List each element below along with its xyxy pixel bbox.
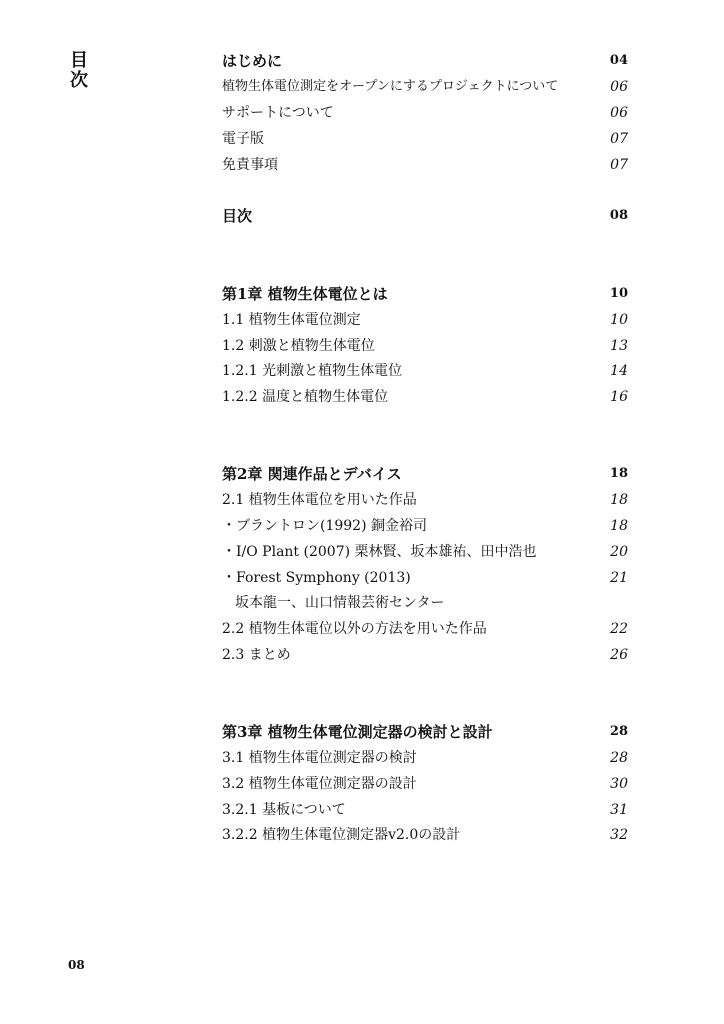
toc-item[interactable] xyxy=(222,489,628,511)
toc-page: 28 xyxy=(609,724,628,739)
toc-item[interactable] xyxy=(222,205,628,227)
toc-label: 1.2.1 光刺激と植物生体電位 xyxy=(222,363,403,379)
toc-item[interactable] xyxy=(222,618,628,640)
toc-item[interactable] xyxy=(222,541,628,563)
toc-item[interactable] xyxy=(222,644,628,666)
toc-item[interactable] xyxy=(222,386,628,408)
toc-label: 3.1 植物生体電位測定器の検討 xyxy=(222,750,417,766)
toc-label: 1.1 植物生体電位測定 xyxy=(222,312,361,328)
toc-page: 30 xyxy=(610,776,628,792)
toc-page: 14 xyxy=(610,363,628,379)
toc-label: 2.2 植物生体電位以外の方法を用いた作品 xyxy=(222,621,487,637)
toc-label: サポートについて xyxy=(222,105,334,121)
toc-label: 2.1 植物生体電位を用いた作品 xyxy=(222,492,417,508)
page-number: 08 xyxy=(68,958,85,972)
toc-item[interactable] xyxy=(222,128,628,150)
toc-item[interactable] xyxy=(222,592,628,614)
toc-page: 07 xyxy=(610,131,628,147)
toc-item[interactable] xyxy=(222,283,628,305)
toc-page: 18 xyxy=(610,492,628,508)
toc-item[interactable] xyxy=(222,360,628,382)
toc-label: 3.2 植物生体電位測定器の設計 xyxy=(222,776,417,792)
toc-page: 16 xyxy=(610,389,628,405)
toc-item[interactable] xyxy=(222,515,628,537)
toc-item[interactable] xyxy=(222,747,628,769)
toc-item[interactable] xyxy=(222,799,628,821)
toc-page: 32 xyxy=(610,827,628,843)
toc-page: 31 xyxy=(610,802,628,818)
toc-label: 第2章 関連作品とデバイス xyxy=(222,465,402,483)
toc-page: 07 xyxy=(610,157,628,173)
toc-item[interactable] xyxy=(222,309,628,331)
toc-item[interactable] xyxy=(222,463,628,485)
toc-page: 13 xyxy=(610,338,628,354)
toc-page: 08 xyxy=(609,208,628,223)
toc-label: 第1章 植物生体電位とは xyxy=(222,285,388,303)
toc-page: 22 xyxy=(610,621,628,637)
toc-page: 18 xyxy=(610,518,628,534)
toc-page: 28 xyxy=(610,750,628,766)
toc-label: 2.3 まとめ xyxy=(222,647,291,663)
toc-label: ・ブラントロン(1992) 銅金裕司 xyxy=(222,518,428,534)
toc-page: 06 xyxy=(610,105,628,121)
toc-label: 1.2 刺激と植物生体電位 xyxy=(222,338,375,354)
toc-label: 電子版 xyxy=(222,131,264,147)
page-title: 目次 xyxy=(67,50,88,90)
toc-page: 04 xyxy=(609,53,628,68)
toc-label: 1.2.2 温度と植物生体電位 xyxy=(222,389,389,405)
toc-page: 06 xyxy=(610,79,628,95)
toc-label: 目次 xyxy=(222,207,253,225)
toc-item[interactable] xyxy=(222,50,628,72)
toc-page: 26 xyxy=(610,647,628,663)
toc-page: 20 xyxy=(610,544,628,560)
toc-item[interactable] xyxy=(222,721,628,743)
toc-label: 3.2.2 植物生体電位測定器v2.0の設計 xyxy=(222,827,461,843)
toc-label: ・I/O Plant (2007) 栗林賢、坂本雄祐、田中浩也 xyxy=(222,544,537,560)
toc-item[interactable] xyxy=(222,76,628,98)
toc-label: 免責事項 xyxy=(222,157,278,173)
toc-label: 植物生体電位測定をオープンにするプロジェクトについて xyxy=(222,79,559,94)
toc-label: 第3章 植物生体電位測定器の検討と設計 xyxy=(222,723,493,741)
toc-page: 10 xyxy=(609,286,628,301)
toc-page: 18 xyxy=(609,466,628,481)
toc-label: ・Forest Symphony (2013) xyxy=(222,570,411,586)
toc-item[interactable] xyxy=(222,154,628,176)
toc-label: 坂本龍一、山口情報芸術センター xyxy=(235,595,445,611)
table-of-contents xyxy=(222,0,628,1024)
toc-label: 3.2.1 基板について xyxy=(222,802,346,818)
toc-item[interactable] xyxy=(222,102,628,124)
toc-label: はじめに xyxy=(222,52,283,70)
toc-item[interactable] xyxy=(222,335,628,357)
toc-item[interactable] xyxy=(222,567,628,589)
toc-page: 10 xyxy=(610,312,628,328)
toc-item[interactable] xyxy=(222,824,628,846)
toc-page: 21 xyxy=(610,570,628,586)
toc-item[interactable] xyxy=(222,773,628,795)
